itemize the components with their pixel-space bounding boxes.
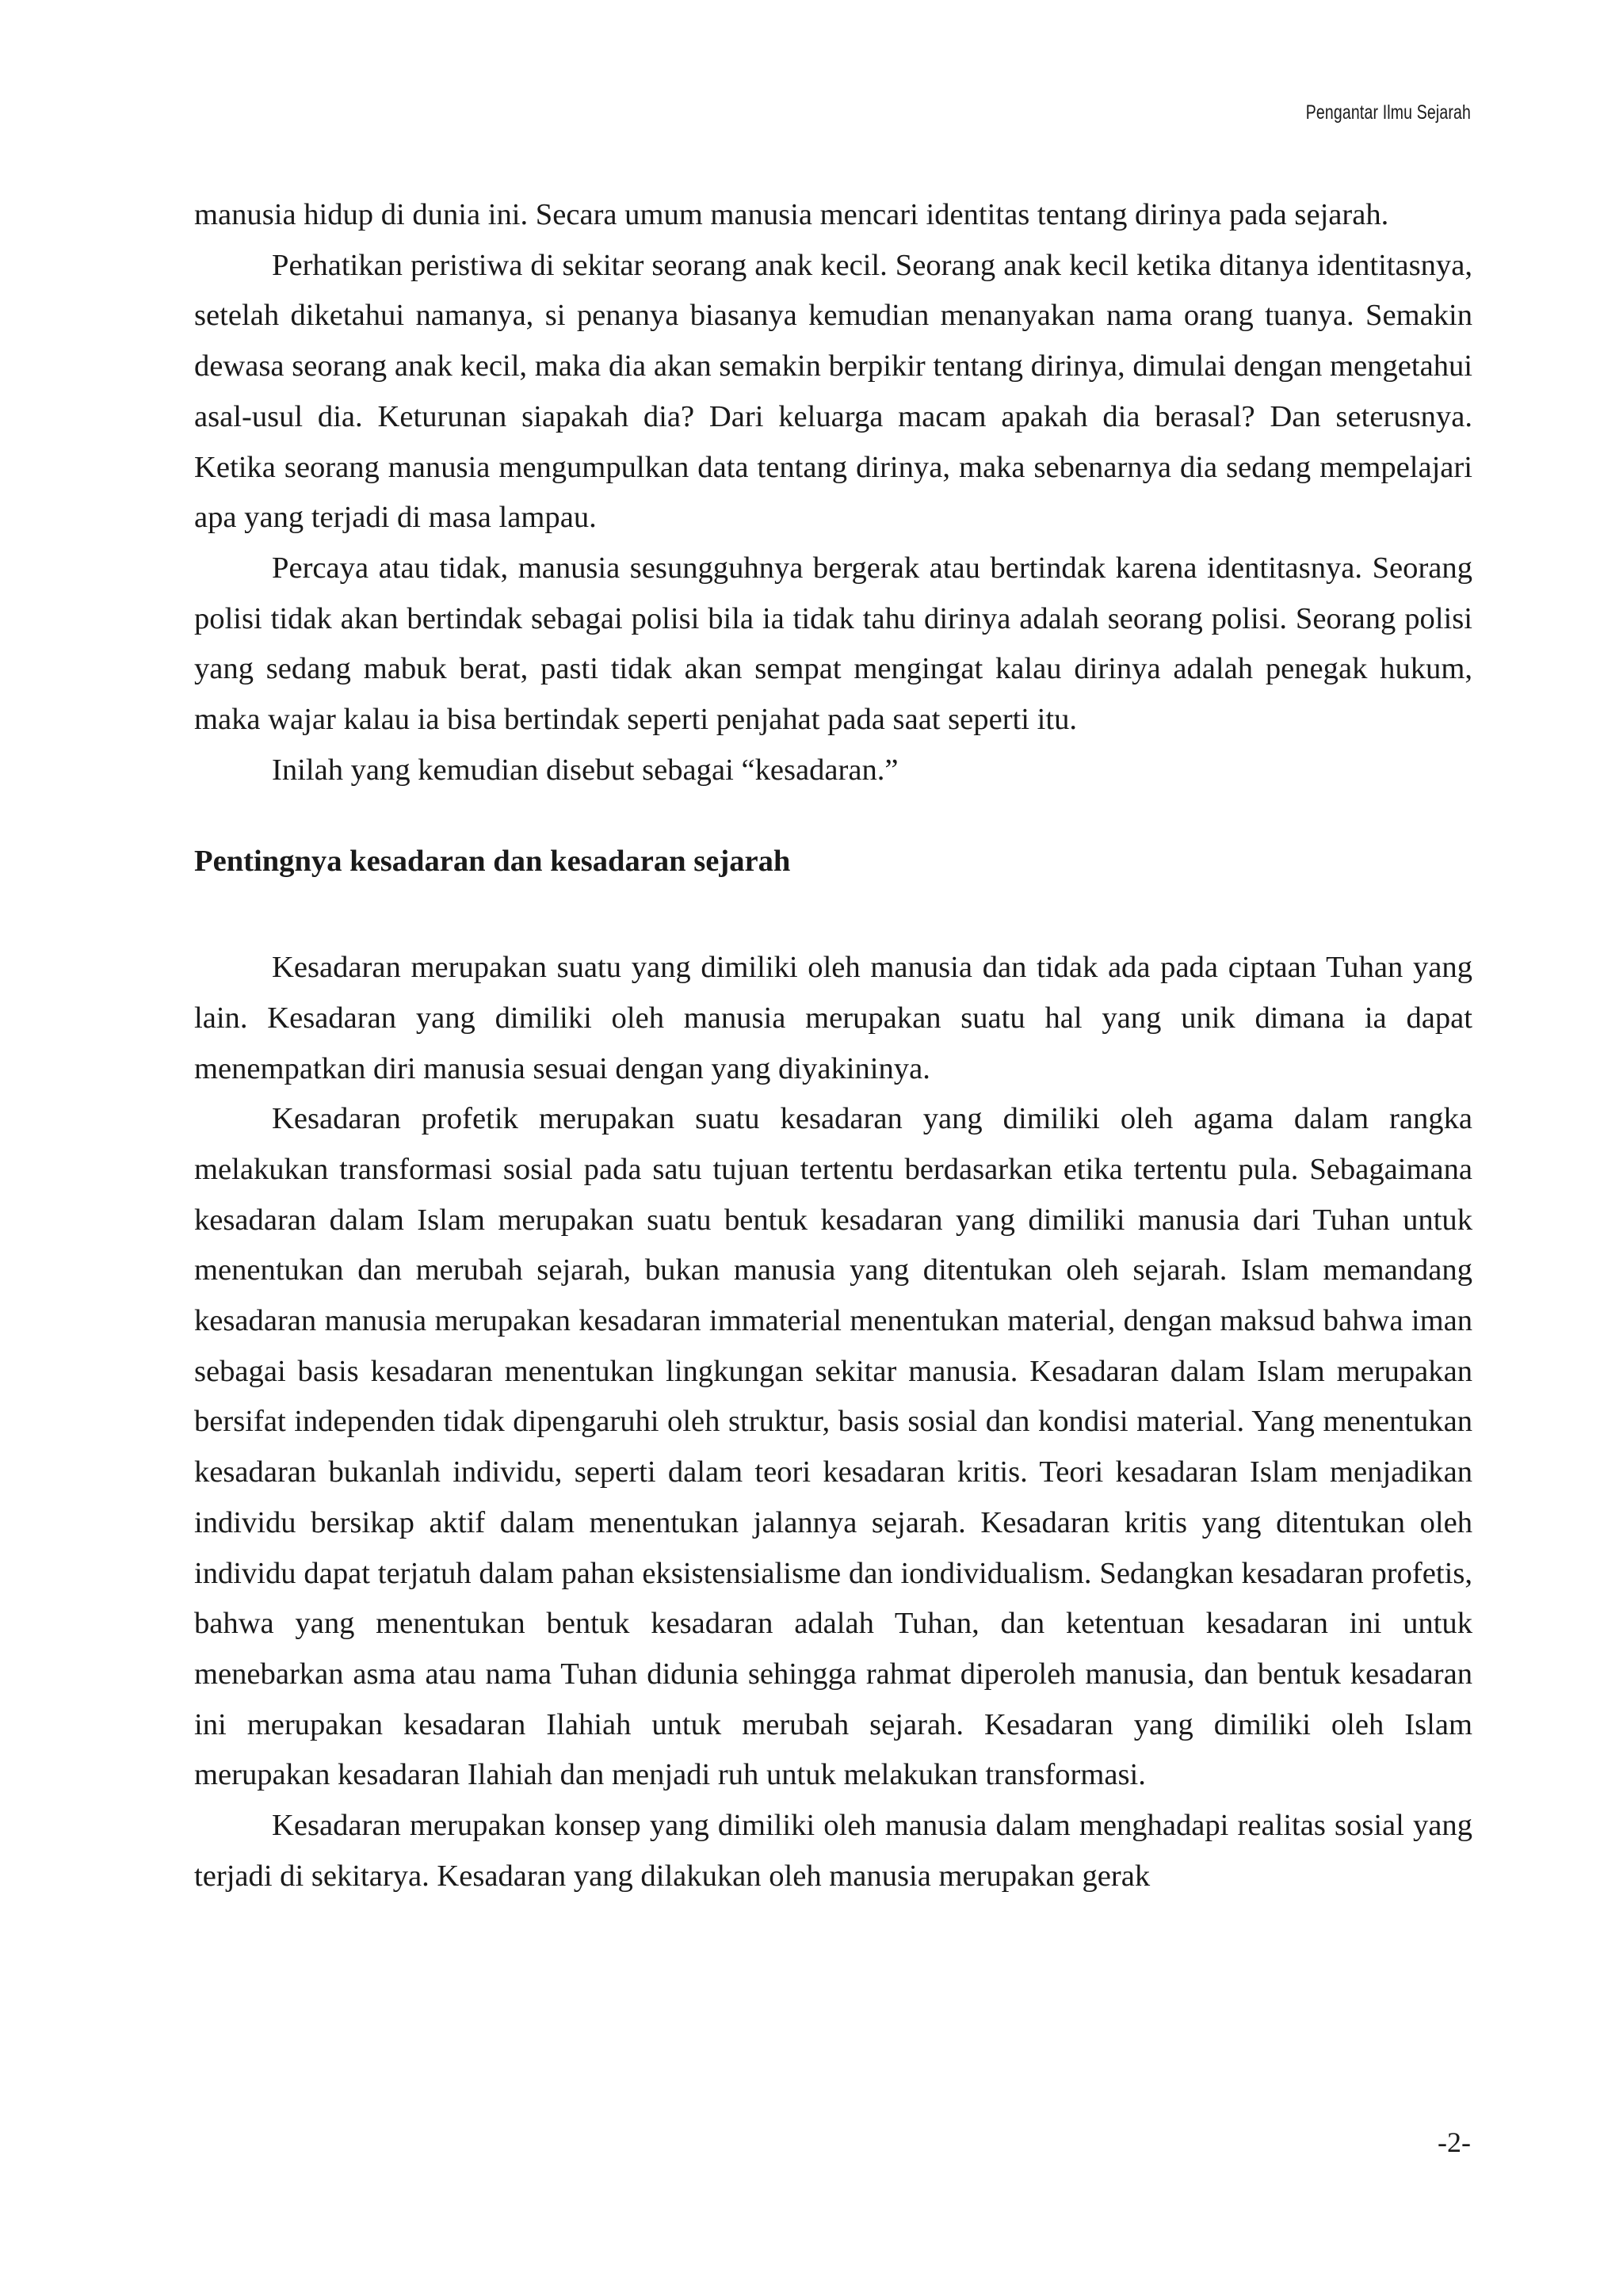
paragraph-kesadaran-unik: Kesadaran merupakan suatu yang dimiliki oleh manusia dan tidak ada pada ciptaan Tuhan yang lain. Kesadaran yang dimiliki oleh manusia merupakan suatu hal yang unik dimana ia dapat menempatkan diri manusia sesuai dengan yang diyakininya. bbox=[194, 951, 1472, 1085]
page-body bbox=[194, 190, 1472, 1902]
paragraph-polisi: Percaya atau tidak, manusia sesungguhnya bergerak atau bertindak karena identitasnya. Seorang polisi tidak akan bertindak sebagai polisi bila ia tidak tahu dirinya adalah seorang polisi. Seorang polisi yang sedang mabuk berat, pasti tidak akan sempat mengingat kalau dirinya adalah penegak hukum, maka wajar kalau ia bisa bertindak seperti penjahat pada saat seperti itu. bbox=[194, 551, 1472, 737]
page-number: -2- bbox=[1438, 2126, 1471, 2158]
running-header: Pengantar Ilmu Sejarah bbox=[1305, 101, 1471, 124]
paragraph-continuation: manusia hidup di dunia ini. Secara umum manusia mencari identitas tentang dirinya pada sejarah. bbox=[194, 198, 1389, 231]
paragraph-kesadaran-konsep: Kesadaran merupakan konsep yang dimiliki oleh manusia dalam menghadapi realitas sosial yang terjadi di sekitarya. Kesadaran yang dilakukan oleh manusia merupakan gerak bbox=[194, 1809, 1472, 1893]
paragraph-anak-kecil: Perhatikan peristiwa di sekitar seorang anak kecil. Seorang anak kecil ketika ditanya identitasnya, setelah diketahui namanya, si penanya biasanya kemudian menanyakan nama orang tuanya. Semakin dewasa seorang anak kecil, maka dia akan semakin berpikir tentang dirinya, dimulai dengan mengetahui asal-usul dia. Keturunan siapakah dia? Dari keluarga macam apakah dia berasal? Dan seterusnya. Ketika seorang manusia mengumpulkan data tentang dirinya, maka sebenarnya dia sedang mempelajari apa yang terjadi di masa lampau. bbox=[194, 248, 1472, 535]
paragraph-kesadaran-profetik: Kesadaran profetik merupakan suatu kesadaran yang dimiliki oleh agama dalam rangka melakukan transformasi sosial pada satu tujuan tertentu berdasarkan etika tertentu pula. Sebagaimana kesadaran dalam Islam merupakan suatu bentuk kesadaran yang dimiliki manusia dari Tuhan untuk menentukan dan merubah sejarah, bukan manusia yang ditentukan oleh sejarah. Islam memandang kesadaran manusia merupakan kesadaran immaterial menentukan material, dengan maksud bahwa iman sebagai basis kesadaran menentukan lingkungan sekitar manusia. Kesadaran dalam Islam merupakan bersifat independen tidak dipengaruhi oleh struktur, basis sosial dan kondisi material. Yang menentukan kesadaran bukanlah individu, seperti dalam teori kesadaran kritis. Teori kesadaran Islam menjadikan individu bersikap aktif dalam menentukan jalannya sejarah. Kesadaran kritis yang ditentukan oleh individu dapat terjatuh dalam pahan eksistensialisme dan iondividualism. Sedangkan kesadaran profetis, bahwa yang menentukan bentuk kesadaran adalah Tuhan, dan ketentuan kesadaran ini untuk menebarkan asma atau nama Tuhan didunia sehingga rahmat diperoleh manusia, dan bentuk kesadaran ini merupakan kesadaran Ilahiah untuk merubah sejarah. Kesadaran yang dimiliki oleh Islam merupakan kesadaran Ilahiah dan menjadi ruh untuk melakukan transformasi. bbox=[194, 1102, 1472, 1792]
paragraph-kesadaran-definition: Inilah yang kemudian disebut sebagai “kesadaran.” bbox=[272, 753, 899, 787]
section-heading: Pentingnya kesadaran dan kesadaran sejarah bbox=[194, 845, 791, 879]
